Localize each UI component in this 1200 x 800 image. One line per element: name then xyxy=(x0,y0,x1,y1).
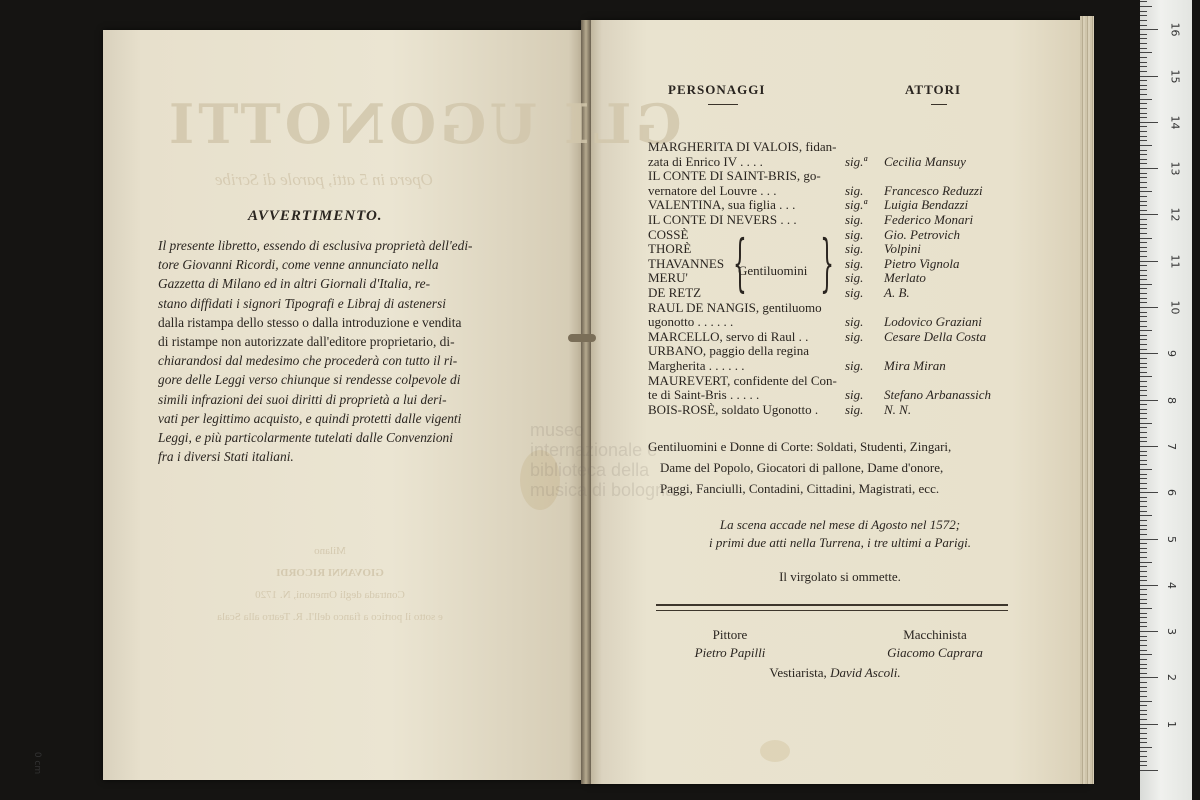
ruler-tick xyxy=(1140,464,1147,465)
notice-line: di ristampe non autorizzate dall'editore proprietario, di- xyxy=(158,334,455,350)
character-name: te di Saint-Bris . . . . . xyxy=(648,387,760,403)
ruler-tick xyxy=(1140,701,1152,702)
ruler-number: 11 xyxy=(1168,254,1182,269)
ruler-tick xyxy=(1140,76,1158,77)
ruler-number: 6 xyxy=(1165,489,1178,497)
ruler-tick xyxy=(1140,566,1147,567)
ruler-tick xyxy=(1140,423,1152,424)
character-name: MERU' xyxy=(648,270,688,286)
ruler-tick xyxy=(1140,117,1147,118)
ruler-tick xyxy=(1140,645,1147,646)
ruler-tick xyxy=(1140,488,1147,489)
ruler-tick xyxy=(1140,25,1147,26)
actor-name: Lodovico Graziani xyxy=(884,314,982,330)
ruler-tick xyxy=(1140,617,1147,618)
cast-row xyxy=(648,315,1018,330)
honorific: sig. xyxy=(845,387,864,403)
ruler-number: 13 xyxy=(1168,161,1182,176)
ruler-tick xyxy=(1140,455,1147,456)
ruler-tick xyxy=(1140,728,1147,729)
honorific: sig. xyxy=(845,211,864,227)
ruler-tick xyxy=(1140,163,1147,164)
ruler-tick xyxy=(1140,390,1147,391)
paper-stain xyxy=(760,740,790,762)
notice-body xyxy=(158,236,530,466)
ruler-tick xyxy=(1140,99,1152,100)
cast-row xyxy=(648,330,1018,345)
cast-row xyxy=(648,140,1018,155)
honorific: sig. xyxy=(845,314,864,330)
ruler-tick xyxy=(1140,386,1147,387)
ruler-tick xyxy=(1140,159,1147,160)
ruler-number: 7 xyxy=(1165,442,1178,450)
actor-name: Stefano Arbanassich xyxy=(884,387,992,403)
ruler-tick xyxy=(1140,626,1147,627)
ruler-tick xyxy=(1140,548,1147,549)
ruler-tick xyxy=(1140,492,1158,493)
ruler-tick xyxy=(1140,585,1158,586)
actor-name: Volpini xyxy=(884,241,921,257)
left-brace: { xyxy=(733,226,747,299)
ruler-tick xyxy=(1140,326,1147,327)
ruler-tick xyxy=(1140,409,1147,410)
ruler-tick xyxy=(1140,376,1152,377)
notice-line: Leggi, e più particolarmente tutelati dalle Convenzioni xyxy=(158,430,453,446)
ruler-tick xyxy=(1140,242,1147,243)
ruler-tick xyxy=(1140,247,1147,248)
ruler-tick xyxy=(1140,418,1147,419)
ruler-tick xyxy=(1140,636,1147,637)
actor-name: Cesare Della Costa xyxy=(884,328,987,344)
double-rule xyxy=(656,604,1008,611)
ruler-tick xyxy=(1140,381,1147,382)
ruler-tick xyxy=(1140,506,1147,507)
heading-rule xyxy=(931,104,947,105)
bleed-through-title: GLI UGONOTTI xyxy=(165,92,682,156)
ruler-tick xyxy=(1140,613,1147,614)
notice-line: simili infrazioni dei suoi diritti di proprietà a lui deri- xyxy=(158,391,447,407)
cast-row xyxy=(648,184,1018,199)
ruler-tick xyxy=(1140,733,1147,734)
ruler-tick xyxy=(1140,256,1147,257)
honorific: sig. xyxy=(845,182,864,198)
ruler-tick xyxy=(1140,89,1147,90)
actor-name: Mira Miran xyxy=(884,357,946,373)
ruler-tick xyxy=(1140,562,1152,563)
ruler-number: 14 xyxy=(1168,115,1182,130)
notice-line: tore Giovanni Ricordi, come venne annunciato nella xyxy=(158,257,439,273)
character-name: DE RETZ xyxy=(648,284,702,300)
character-name: ugonotto . . . . . . xyxy=(648,314,734,330)
ruler-tick xyxy=(1140,696,1147,697)
ruler-tick xyxy=(1140,177,1147,178)
ruler-tick xyxy=(1140,543,1147,544)
ruler-tick xyxy=(1140,57,1147,58)
ruler-tick xyxy=(1140,6,1152,7)
ruler-tick xyxy=(1140,413,1147,414)
ruler-tick xyxy=(1140,15,1147,16)
ruler-tick xyxy=(1140,589,1147,590)
ruler-tick xyxy=(1140,85,1147,86)
ruler-tick xyxy=(1140,233,1147,234)
ruler-tick xyxy=(1140,515,1152,516)
ruler-number: 2 xyxy=(1165,674,1178,682)
ruler-tick xyxy=(1140,103,1147,104)
ruler-number: 8 xyxy=(1165,396,1178,404)
ruler-tick xyxy=(1140,724,1158,725)
cast-row xyxy=(648,198,1018,213)
actor-name: Pietro Vignola xyxy=(884,255,960,271)
actor-name: Francesco Reduzzi xyxy=(884,182,983,198)
ruler-tick xyxy=(1140,654,1152,655)
honorific: sig. xyxy=(845,357,864,373)
ruler-tick xyxy=(1140,719,1147,720)
cast-row xyxy=(648,374,1018,389)
ruler-tick xyxy=(1140,284,1152,285)
ruler-tick xyxy=(1140,335,1147,336)
character-name: MARGHERITA DI VALOIS, fidan- xyxy=(648,139,837,154)
character-name: RAUL DE NANGIS, gentiluomo xyxy=(648,299,822,315)
notice-line: chiarandosi dal medesimo che procederà con tutto il ri- xyxy=(158,353,458,369)
honorific: sig. xyxy=(845,328,864,344)
character-name: THORÈ xyxy=(648,241,692,257)
character-name: vernatore del Louvre . . . xyxy=(648,182,777,198)
ruler-tick xyxy=(1140,201,1147,202)
cast-row xyxy=(648,403,1018,418)
ruler-tick xyxy=(1140,298,1147,299)
ruler-tick xyxy=(1140,210,1147,211)
notice-title: AVVERTIMENTO. xyxy=(248,208,383,224)
ruler-tick xyxy=(1140,136,1147,137)
notice-line: Il presente libretto, essendo di esclusiva proprietà dell'edi- xyxy=(158,238,473,253)
ruler-tick xyxy=(1140,580,1147,581)
character-name: VALENTINA, sua figlia . . . xyxy=(648,197,796,213)
bleed-through-subtitle: Opera in 5 atti, parole di Scribe xyxy=(215,170,433,189)
ruler-tick xyxy=(1140,571,1147,572)
ruler-tick xyxy=(1140,650,1147,651)
ruler-tick xyxy=(1140,205,1147,206)
character-name: THAVANNES xyxy=(648,255,725,271)
notice-line: gore delle Leggi verso chiunque si rendesse colpevole di xyxy=(158,372,461,388)
notice-line: Gazzetta di Milano ed in altri Giornali d'Italia, re- xyxy=(158,276,431,292)
ruler-tick xyxy=(1140,94,1147,95)
ruler-tick xyxy=(1140,395,1147,396)
binding-stitch xyxy=(568,334,596,342)
actor-name: Cecilia Mansuy xyxy=(884,153,966,169)
ruler-tick xyxy=(1140,622,1147,623)
ruler-tick xyxy=(1140,427,1147,428)
honorific: sig. xyxy=(845,255,864,271)
ruler-tick xyxy=(1140,261,1158,262)
honorific: sig. xyxy=(845,284,864,300)
cast-row xyxy=(648,155,1018,170)
ruler-tick xyxy=(1140,404,1147,405)
ruler-tick xyxy=(1140,682,1147,683)
ruler-tick xyxy=(1140,145,1152,146)
ruler-tick xyxy=(1140,432,1147,433)
ruler-tick xyxy=(1140,312,1147,313)
character-name: zata di Enrico IV . . . . xyxy=(648,153,763,169)
notice-line: stano diffidati i signori Tipografi e Libraj di astenersi xyxy=(158,295,446,311)
ruler-tick xyxy=(1140,265,1147,266)
ruler-unit: 0 cm xyxy=(32,751,43,775)
character-name: IL CONTE DI NEVERS . . . xyxy=(648,211,797,227)
ruler-tick xyxy=(1140,344,1147,345)
ruler-tick xyxy=(1140,687,1147,688)
ruler-tick xyxy=(1140,529,1147,530)
ruler-tick xyxy=(1140,34,1147,35)
character-name: MARCELLO, servo di Raul . . xyxy=(648,328,809,344)
ruler-tick xyxy=(1140,525,1147,526)
ruler-tick xyxy=(1140,122,1158,123)
ruler-tick xyxy=(1140,534,1147,535)
ruler-tick xyxy=(1140,594,1147,595)
ruler-tick xyxy=(1140,279,1147,280)
watermark: museo internazionale e biblioteca della musica di bologna xyxy=(530,420,676,500)
honorific: sig.ª xyxy=(845,153,868,169)
ruler-tick xyxy=(1140,108,1147,109)
honorific: sig.ª xyxy=(845,197,868,213)
ruler-tick xyxy=(1140,501,1147,502)
ruler-tick xyxy=(1140,478,1147,479)
ruler-tick xyxy=(1140,80,1147,81)
actor-name: A. B. xyxy=(884,284,910,300)
actor-name: Merlato xyxy=(884,270,926,286)
group-label: Gentiluomini xyxy=(738,263,808,278)
ruler-tick xyxy=(1140,603,1147,604)
cast-row xyxy=(648,388,1018,403)
ruler-tick xyxy=(1140,150,1147,151)
ruler-tick xyxy=(1140,664,1147,665)
ruler-tick xyxy=(1140,228,1147,229)
ruler-tick xyxy=(1140,705,1147,706)
ruler-tick xyxy=(1140,168,1158,169)
ruler-tick xyxy=(1140,71,1147,72)
ruler-tick xyxy=(1140,302,1147,303)
chorus-list: Gentiluomini e Donne di Corte: Soldati, Studenti, Zingari, Dame del Popolo, Giocatori di pallone, Dame d'onore, Paggi, Fanciulli, Contadini, Cittadini, Magistrati, ecc. xyxy=(648,439,952,496)
ruler-tick xyxy=(1140,483,1147,484)
ruler-tick xyxy=(1140,43,1147,44)
ruler-tick xyxy=(1140,140,1147,141)
character-name: BOIS-ROSÈ, soldato Ugonotto . xyxy=(648,401,819,417)
ruler-tick xyxy=(1140,497,1147,498)
characters-heading: PERSONAGGI xyxy=(668,82,766,97)
ruler-tick xyxy=(1140,1,1147,2)
ruler-number: 12 xyxy=(1168,207,1182,222)
ruler-tick xyxy=(1140,52,1152,53)
ruler-tick xyxy=(1140,38,1147,39)
honorific: sig. xyxy=(845,226,864,242)
honorific: sig. xyxy=(845,241,864,257)
ruler-tick xyxy=(1140,437,1147,438)
actor-name: Federico Monari xyxy=(884,211,974,227)
ruler-tick xyxy=(1140,187,1147,188)
ruler-number: 1 xyxy=(1165,720,1178,728)
ruler-tick xyxy=(1140,552,1147,553)
honorific: sig. xyxy=(845,270,864,286)
ruler-number: 5 xyxy=(1165,535,1178,543)
character-name: Margherita . . . . . . xyxy=(648,357,745,373)
ruler-tick xyxy=(1140,316,1147,317)
ruler-number: 9 xyxy=(1165,350,1178,358)
ruler-tick xyxy=(1140,441,1147,442)
ruler-tick xyxy=(1140,576,1147,577)
ruler-tick xyxy=(1140,353,1158,354)
omit-note: Il virgolato si ommette. xyxy=(779,569,901,584)
right-brace: { xyxy=(820,226,834,299)
ruler-tick xyxy=(1140,330,1152,331)
ruler-tick xyxy=(1140,173,1147,174)
costume-credit: Vestiarista, David Ascoli. xyxy=(769,665,901,680)
ruler-tick xyxy=(1140,214,1158,215)
cast-row xyxy=(648,301,1018,316)
machinist-credit: Macchinista Giacomo Caprara xyxy=(887,627,983,660)
ruler-tick xyxy=(1140,469,1152,470)
ruler-tick xyxy=(1140,446,1158,447)
ruler-tick xyxy=(1140,131,1147,132)
bleed-through-imprint: Milano GIOVANNI RICORDI Contrada degli Omenoni, N. 1720 e sotto il portico a fianco dell'I. R. Teatro alla Scala xyxy=(217,545,443,623)
ruler-tick xyxy=(1140,659,1147,660)
ruler-tick xyxy=(1140,751,1147,752)
ruler-tick xyxy=(1140,738,1147,739)
ruler-number: 10 xyxy=(1168,300,1182,315)
ruler-tick xyxy=(1140,608,1152,609)
ruler-number: 16 xyxy=(1168,22,1182,37)
ruler-tick xyxy=(1140,321,1147,322)
ruler-tick xyxy=(1140,511,1147,512)
ruler-tick xyxy=(1140,62,1147,63)
ruler-tick xyxy=(1140,451,1147,452)
ruler-tick xyxy=(1140,113,1147,114)
ruler-tick xyxy=(1140,11,1147,12)
ruler-tick xyxy=(1140,29,1158,30)
ruler-tick xyxy=(1140,372,1147,373)
cast-row xyxy=(648,344,1018,359)
ruler-tick xyxy=(1140,747,1152,748)
ruler-tick xyxy=(1140,677,1158,678)
ruler-tick xyxy=(1140,339,1147,340)
ruler-tick xyxy=(1140,557,1147,558)
ruler-tick xyxy=(1140,219,1147,220)
ruler-tick xyxy=(1140,358,1147,359)
ruler-tick xyxy=(1140,765,1147,766)
notice-line: vati per legittimo acquisto, e quindi protetti dalle vigenti xyxy=(158,410,462,426)
heading-rule xyxy=(708,104,738,105)
ruler-tick xyxy=(1140,539,1158,540)
ruler-tick xyxy=(1140,182,1147,183)
ruler-tick xyxy=(1140,48,1147,49)
ruler-number: 15 xyxy=(1168,69,1182,83)
actor-name: Luigia Bendazzi xyxy=(884,197,969,213)
ruler-tick xyxy=(1140,288,1147,289)
character-name: MAUREVERT, confidente del Con- xyxy=(648,372,837,388)
ruler-tick xyxy=(1140,367,1147,368)
ruler-tick xyxy=(1140,349,1147,350)
painter-credit: Pittore Pietro Papilli xyxy=(694,627,766,660)
character-name: URBANO, paggio della regina xyxy=(648,343,810,359)
page-edges xyxy=(1080,16,1094,784)
ruler-tick xyxy=(1140,126,1147,127)
notice-line: fra i diversi Stati italiani. xyxy=(158,449,294,465)
ruler-tick xyxy=(1140,191,1152,192)
ruler-tick xyxy=(1140,363,1147,364)
actor-name: N. N. xyxy=(884,401,912,417)
ruler-tick xyxy=(1140,520,1147,521)
ruler-tick xyxy=(1140,251,1147,252)
ruler-tick xyxy=(1140,599,1147,600)
notice-line: dalla ristampa dello stesso o dalla introduzione e vendita xyxy=(158,314,462,330)
honorific: sig. xyxy=(845,401,864,417)
ruler-tick xyxy=(1140,668,1147,669)
ruler-tick xyxy=(1140,761,1147,762)
scene-note: La scena accade nel mese di Agosto nel 1572; i primi due atti nella Turrena, i tre ultimi a Parigi. xyxy=(709,517,971,550)
cast-row xyxy=(648,359,1018,374)
ruler-tick xyxy=(1140,474,1147,475)
actors-heading: ATTORI xyxy=(905,82,962,97)
ruler-tick xyxy=(1140,756,1147,757)
ruler-tick xyxy=(1140,710,1147,711)
ruler-tick xyxy=(1140,640,1147,641)
ruler-number: 4 xyxy=(1165,581,1178,589)
ruler-tick xyxy=(1140,714,1147,715)
ruler-tick xyxy=(1140,275,1147,276)
ruler-tick xyxy=(1140,770,1158,771)
ruler-tick xyxy=(1140,270,1147,271)
character-name: IL CONTE DI SAINT-BRIS, go- xyxy=(648,168,821,184)
ruler-tick xyxy=(1140,307,1158,308)
ruler-tick xyxy=(1140,631,1158,632)
ruler-tick xyxy=(1140,66,1147,67)
ruler-tick xyxy=(1140,293,1147,294)
ruler-tick xyxy=(1140,691,1147,692)
ruler-tick xyxy=(1140,742,1147,743)
ruler-number: 3 xyxy=(1165,628,1178,636)
ruler-tick xyxy=(1140,224,1147,225)
ruler-tick xyxy=(1140,196,1147,197)
cast-row xyxy=(648,169,1018,184)
ruler-tick xyxy=(1140,460,1147,461)
measurement-ruler xyxy=(1140,0,1192,800)
ruler-tick xyxy=(1140,400,1158,401)
ruler-tick xyxy=(1140,20,1147,21)
ruler-tick xyxy=(1140,154,1147,155)
ruler-tick xyxy=(1140,238,1152,239)
ruler-tick xyxy=(1140,673,1147,674)
actor-name: Gio. Petrovich xyxy=(884,226,961,242)
character-name: COSSÈ xyxy=(648,226,689,242)
